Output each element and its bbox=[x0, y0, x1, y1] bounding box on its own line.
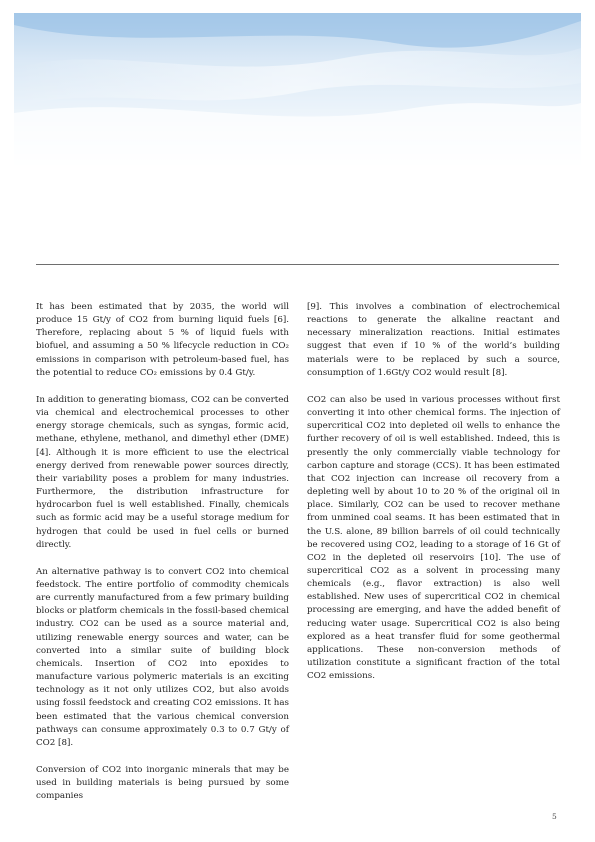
header-banner bbox=[14, 13, 581, 173]
paragraph: In addition to generating biomass, CO2 can be converted via chemical and electrochemical processes to other energy storage chemicals, such as syngas, formic acid, methane, ethylene, methanol, and dimethyl ether (DME) [4]. Although it is more efficient to use the electrical energy derived from renewable power sources directly, their variability poses a problem for many industries. Furthermore, the distribution infrastructure for hydrocarbon fuel is well established. Finally, chemicals such as formic acid may be a useful storage medium for hydrogen that could be used in fuel cells or burned directly. bbox=[36, 394, 289, 550]
paragraph: It has been estimated that by 2035, the world will produce 15 Gt/y of CO2 from burning liquid fuels [6]. Therefore, replacing about 5 % of liquid fuels with biofuel, and assuming a 50 % lifecycle reduction in CO₂ emissions in comparison with petroleum-based fuel, has the potential to reduce CO₂ emissions by 0.4 Gt/y. bbox=[36, 302, 289, 378]
header-divider bbox=[36, 264, 559, 265]
page-number: 5 bbox=[552, 812, 557, 821]
paragraph: [9]. This involves a combination of electrochemical reactions to generate the alkaline reactant and necessary mineralization reactions. Initial estimates suggest that even if 10 % of the world’s building materials were to be replaced by such a source, consumption of 1.6Gt/y CO2 would result [8]. bbox=[307, 302, 560, 378]
banner-wave-graphic bbox=[14, 13, 581, 173]
left-text-column bbox=[36, 301, 289, 817]
paragraph: CO2 can also be used in various processes without first converting it into other chemical forms. The injection of supercritical CO2 into depleted oil wells to enhance the further recovery of oil is well established. Indeed, this is presently the only commercially viable technology for carbon capture and storage (CCS). It has been estimated that CO2 injection can increase oil recovery from a depleting well by about 10 to 20 % of the original oil in place. Similarly, CO2 can be used to recover methane from unmined coal seams. It has been estimated that in the U.S. alone, 89 billion barrels of oil could technically be recovered using CO2, leading to a storage of 16 Gt of CO2 in the depleted oil reservoirs [10]. The use of supercritical CO2 as a solvent in processing many chemicals (e.g., flavor extraction) is also well established. New uses of supercritical CO2 in chemical processing are emerging, and have the added benefit of reducing water usage. Supercritical CO2 is also being explored as a heat transfer fluid for some geothermal applications. These non-conversion methods of utilization constitute a significant fraction of the total CO2 emissions. bbox=[307, 394, 560, 682]
right-text-column bbox=[307, 301, 560, 697]
paragraph: Conversion of CO2 into inorganic minerals that may be used in building materials is being pursued by some companies bbox=[36, 765, 289, 802]
paragraph: An alternative pathway is to convert CO2 into chemical feedstock. The entire portfolio of commodity chemicals are currently manufactured from a few primary building blocks or platform chemicals in the fossil-based chemical industry. CO2 can be used as a source material and, utilizing renewable energy sources and water, can be converted into a similar suite of building block chemicals. Insertion of CO2 into epoxides to manufacture various polymeric materials is an exciting technology as it not only utilizes CO2, but also avoids using fossil feedstock and creating CO2 emissions. It has been estimated that the various chemical conversion pathways can consume approximately 0.3 to 0.7 Gt/y of CO2 [8]. bbox=[36, 566, 289, 748]
